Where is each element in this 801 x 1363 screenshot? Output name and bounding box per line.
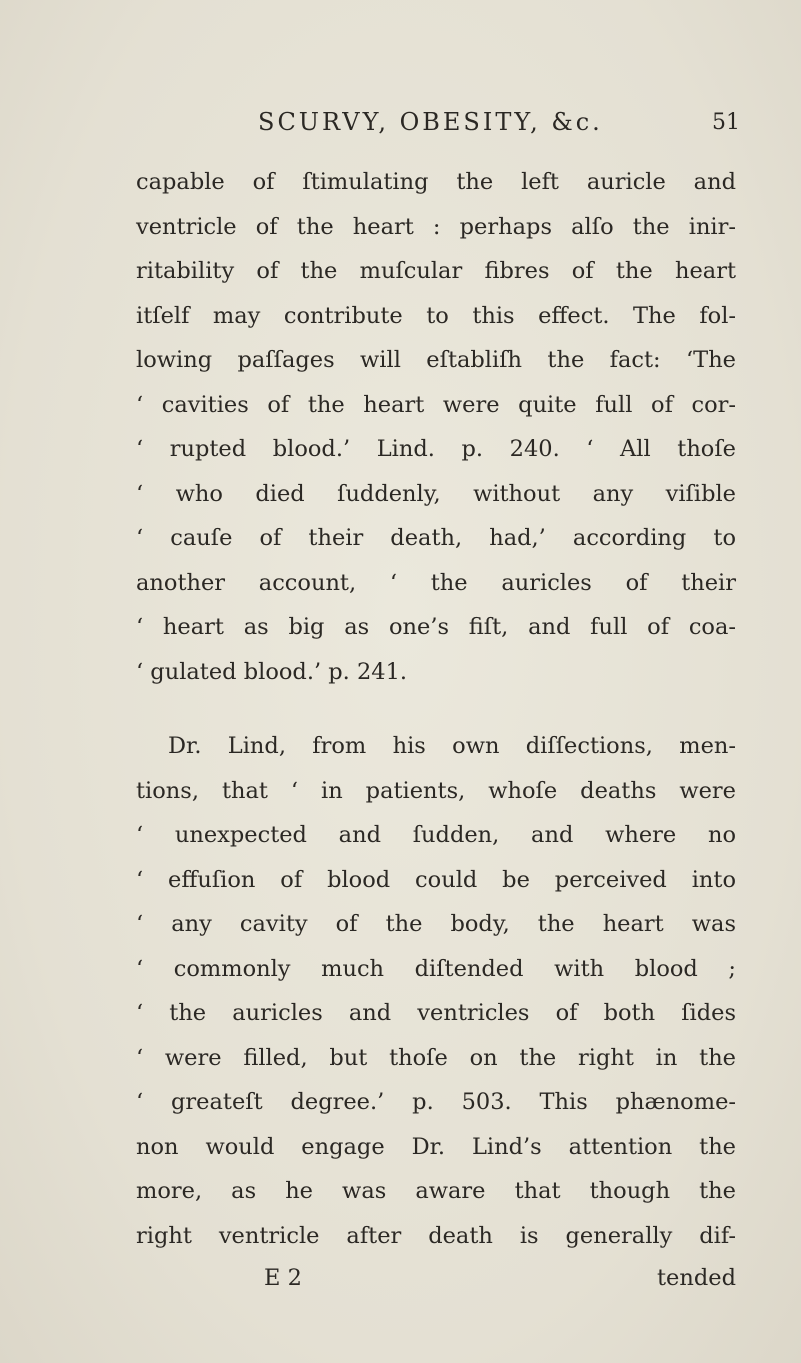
text-line: more, as he was aware that though the: [136, 1178, 736, 1204]
text-line: ritability of the muſcular fibres of the heart: [136, 258, 736, 284]
text-line: ‘ the auricles and ventricles of both ſides: [136, 1000, 736, 1026]
page-footer: [136, 1258, 736, 1298]
text-line: ‘ were filled, but thoſe on the right in the: [136, 1044, 736, 1071]
text-line: ‘ greateſt degree.’ p. 503. This phænome-: [136, 1089, 736, 1115]
paragraph-1: [136, 160, 736, 694]
text-line: ‘ any cavity of the body, the heart was: [136, 911, 736, 937]
text-line: right ventricle after death is generally dif-: [136, 1222, 736, 1249]
text-line: ‘ unexpected and ſudden, and where no: [136, 822, 736, 848]
page-number: 51: [712, 110, 740, 135]
text-line: itſelf may contribute to this effect. The fol-: [136, 302, 736, 329]
text-line: another account, ‘ the auricles of their: [136, 569, 736, 596]
paragraph-2: [136, 724, 736, 1258]
text-line: ventricle of the heart : perhaps alſo the inir-: [136, 213, 736, 240]
text-line: ‘ who died ſuddenly, without any viſible: [136, 480, 736, 507]
text-line: ‘ gulated blood.’ p. 241.: [136, 658, 408, 685]
paragraph-gap: [136, 694, 736, 724]
text-line: ‘ cavities of the heart were quite full of cor-: [136, 391, 736, 418]
text-line: Dr. Lind, from his own diſſections, men-: [168, 733, 736, 759]
text-line: ‘ rupted blood.’ Lind. p. 240. ‘ All thoſe: [136, 436, 736, 462]
text-line: ‘ commonly much diſtended with blood ;: [136, 955, 736, 982]
running-head: SCURVY, OBESITY, &c.: [258, 108, 603, 136]
signature-mark: E 2: [264, 1265, 302, 1291]
text-line: ‘ heart as big as one’s fiſt, and full of coa-: [136, 614, 736, 640]
text-line: tions, that ‘ in patients, whoſe deaths were: [136, 777, 736, 804]
text-line: ‘ cauſe of their death, had,’ according to: [136, 525, 736, 551]
text-line: non would engage Dr. Lind’s attention the: [136, 1133, 736, 1160]
text-line: capable of ſtimulating the left auricle and: [136, 169, 736, 195]
body-text: [136, 160, 736, 1298]
text-line: ‘ effuſion of blood could be perceived into: [136, 866, 736, 893]
catchword: tended: [657, 1265, 736, 1291]
text-line: lowing paſſages will eſtabliſh the fact: ‘The: [136, 347, 736, 373]
